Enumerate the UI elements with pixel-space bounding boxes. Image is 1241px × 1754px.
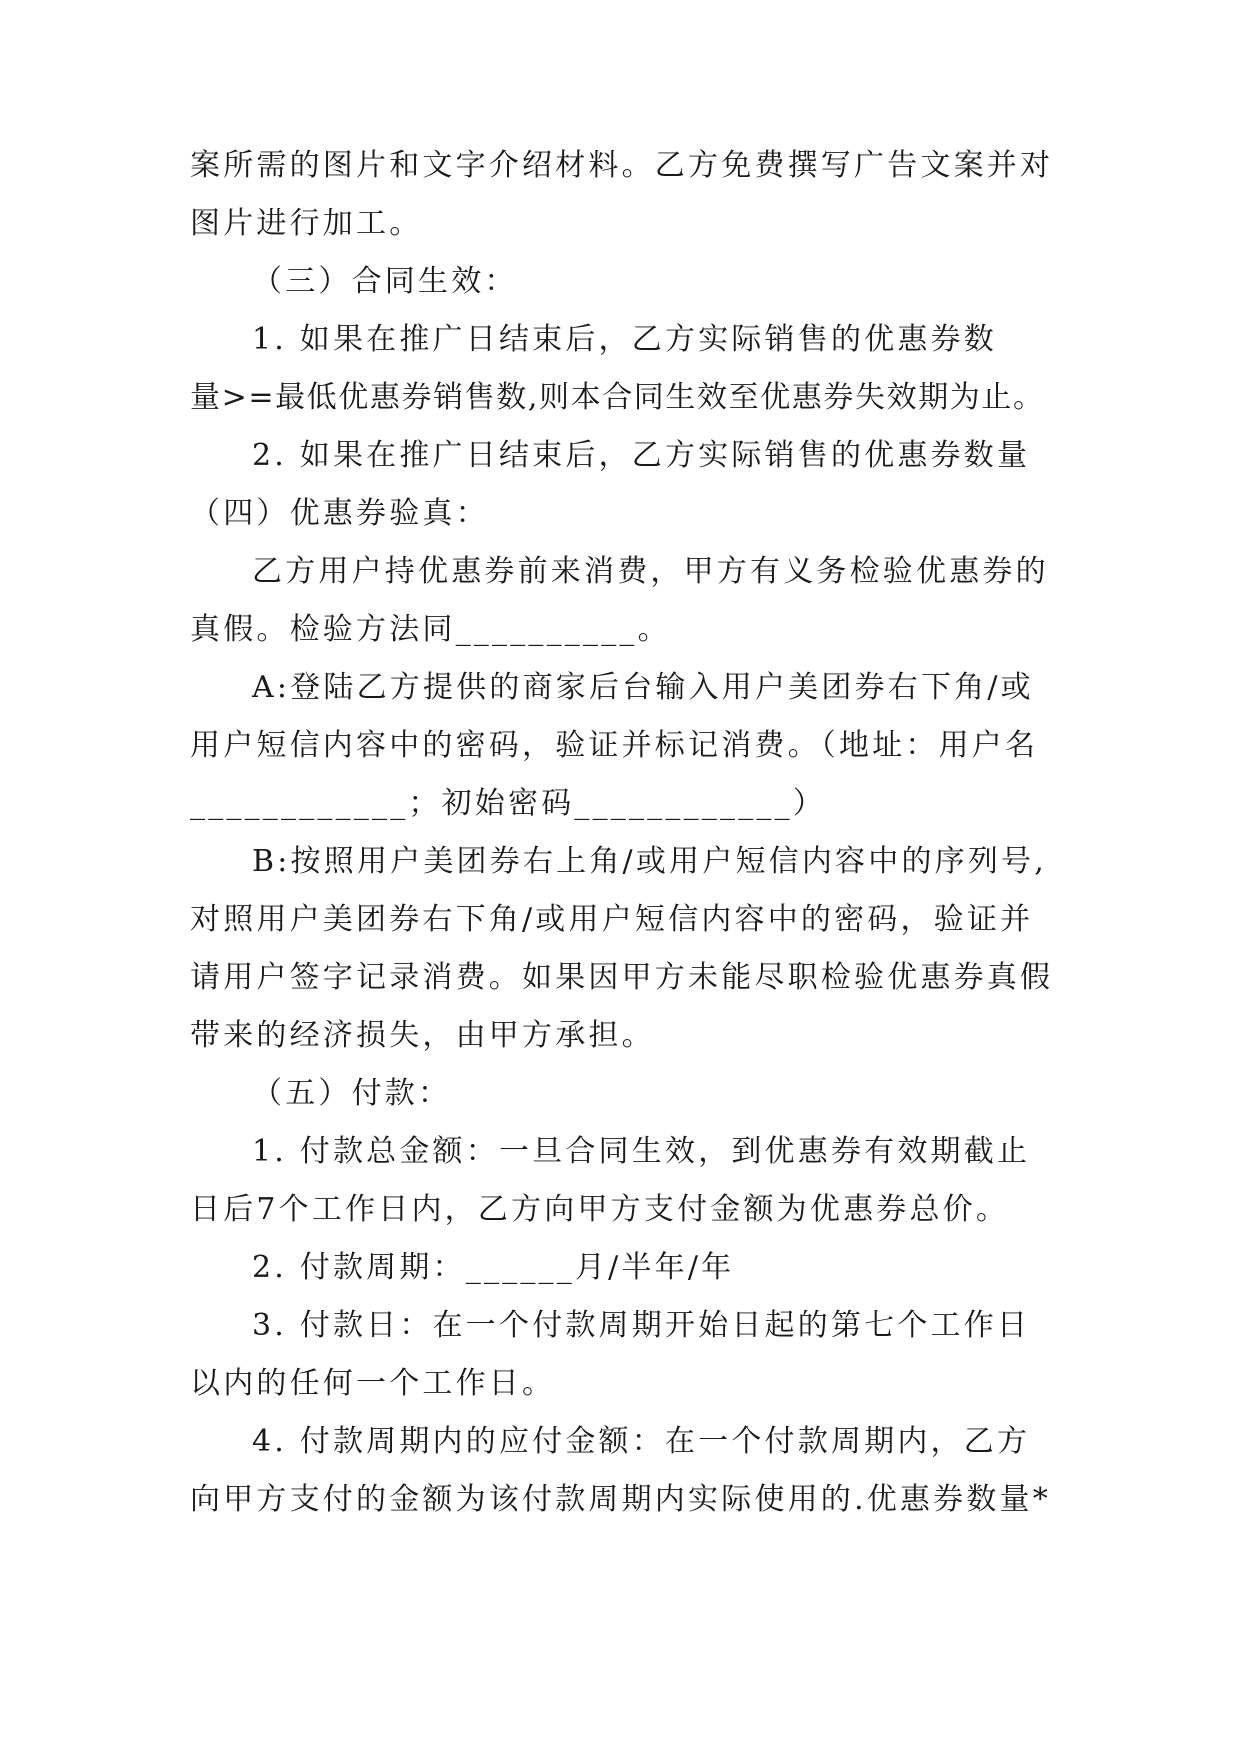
paragraph-line: 用户短信内容中的密码，验证并标记消费。（地址：用户名 [190,728,1039,763]
section-heading: （五）付款： [252,1076,452,1111]
paragraph-line: ____________；初始密码____________） [190,786,826,821]
paragraph-line: 真假。检验方法同__________。 [190,612,671,647]
paragraph-line: 向甲方支付的金额为该付款周期内实际使用的.优惠券数量* [190,1482,1051,1517]
section-heading: （四）优惠券验真： [190,496,489,531]
paragraph-line: 对照用户美团券右下角/或用户短信内容中的密码，验证并 [190,902,1034,937]
paragraph-line: 量>=最低优惠券销售数,则本合同生效至优惠券失效期为止。 [190,380,1045,415]
paragraph-line: B:按照用户美团券右上角/或用户短信内容中的序列号, [252,844,1047,879]
paragraph-line: 4. 付款周期内的应付金额：在一个付款周期内，乙方 [252,1424,1031,1459]
paragraph-line: 1. 如果在推广日结束后，乙方实际销售的优惠券数 [252,322,997,357]
paragraph-line: 1. 付款总金额：一旦合同生效，到优惠券有效期截止 [252,1134,1031,1169]
paragraph-line: 以内的任何一个工作日。 [190,1366,556,1401]
paragraph-line: 带来的经济损失，由甲方承担。 [190,1018,655,1053]
paragraph-line: 案所需的图片和文字介绍材料。乙方免费撰写广告文案并对 [190,148,1054,183]
paragraph-line: 日后7个工作日内，乙方向甲方支付金额为优惠券总价。 [190,1192,1010,1227]
paragraph-line: A:登陆乙方提供的商家后台输入用户美团券右下角/或 [252,670,1034,705]
section-heading: （三）合同生效： [252,264,518,299]
paragraph-line: 2. 如果在推广日结束后，乙方实际销售的优惠券数量 [252,438,1031,473]
paragraph-line: 2. 付款周期：______月/半年/年 [252,1250,735,1285]
paragraph-line: 3. 付款日：在一个付款周期开始日起的第七个工作日 [252,1308,1031,1343]
paragraph-line: 乙方用户持优惠券前来消费，甲方有义务检验优惠券的 [252,554,1049,589]
paragraph-line: 请用户签字记录消费。如果因甲方未能尽职检验优惠券真假 [190,960,1054,995]
paragraph-line: 图片进行加工。 [190,206,423,241]
